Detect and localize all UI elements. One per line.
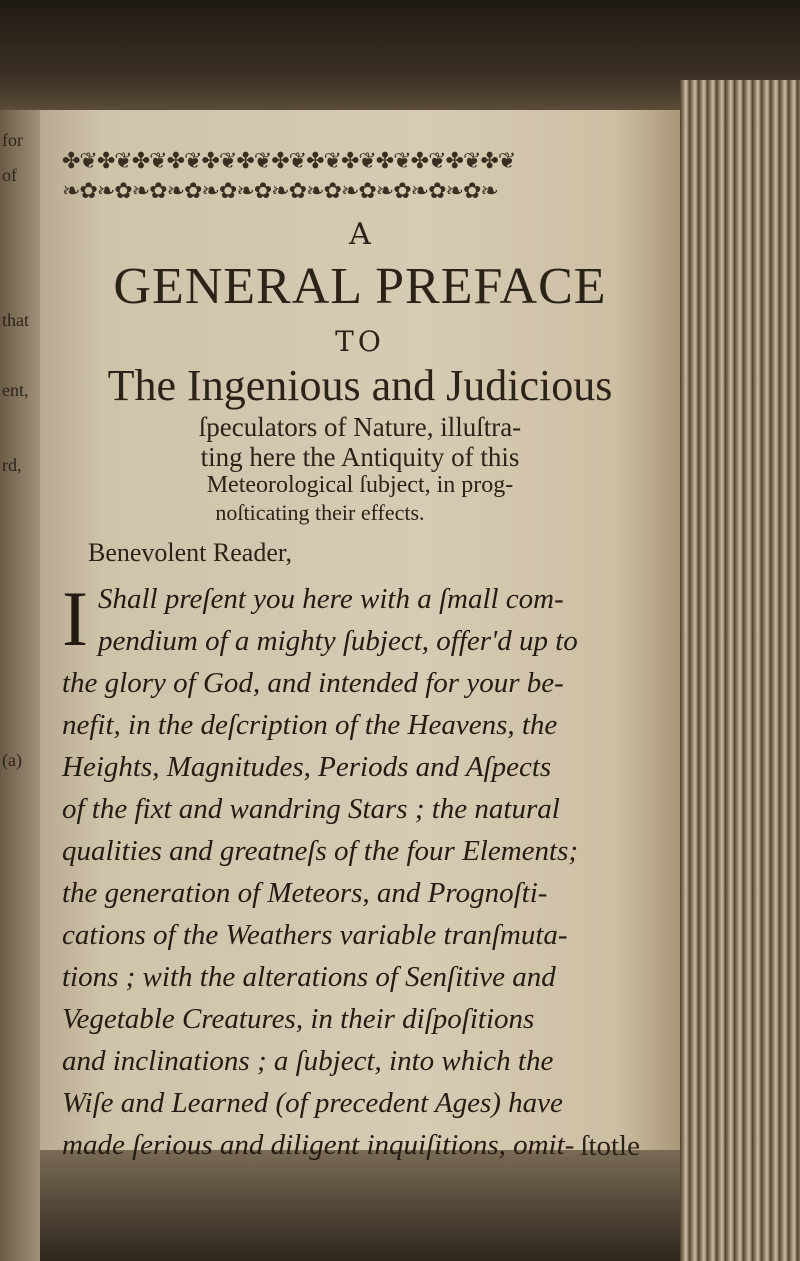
text-line: and inclinations ; a ſubject, into which the [62, 1045, 554, 1077]
body-paragraph [62, 575, 662, 1166]
book-page [40, 110, 680, 1162]
title-line: ting here the Antiquity of this [200, 442, 520, 472]
text-line: nefit, in the deſcription of the Heavens, the [62, 709, 558, 741]
margin-fragment: of [2, 165, 17, 185]
page-title: GENERAL PREFACE [113, 258, 607, 315]
margin-fragment: (a) [2, 750, 22, 770]
text-line: cations of the Weathers variable tranſmuta- [62, 919, 568, 951]
text-line: of the fixt and wandring Stars ; the natural [62, 793, 560, 825]
text-line: Vegetable Creatures, in their diſpoſitions [62, 1003, 535, 1035]
margin-fragment: for [2, 130, 23, 150]
salutation: Benevolent Reader, [88, 538, 292, 567]
title-line: ſpeculators of Nature, illuſtra- [198, 412, 522, 442]
page-bottom-shadow [40, 1150, 680, 1261]
ornament-band-bottom: ❧✿❧✿❧✿❧✿❧✿❧✿❧✿❧✿❧✿❧✿❧✿❧✿❧ [62, 180, 498, 204]
text-line: qualities and greatneſs of the four Elements; [62, 835, 579, 867]
drop-cap: I [62, 575, 88, 662]
book-edge [680, 80, 800, 1261]
margin-fragment: ent, [2, 380, 29, 400]
margin-fragment: that [2, 310, 29, 330]
text-line: tions ; with the alterations of Senſitive and [62, 961, 556, 993]
text-line: pendium of a mighty ſubject, offer'd up to [97, 625, 578, 657]
text-line: made ſerious and diligent inquiſitions, omit- [62, 1129, 575, 1161]
title-line: Meteorological ſubject, in prog- [206, 472, 514, 498]
ornament-band-top: ✤❦✤❦✤❦✤❦✤❦✤❦✤❦✤❦✤❦✤❦✤❦✤❦✤❦ [62, 150, 516, 174]
title-addressee: The Ingenious and Judicious [107, 361, 613, 410]
text-line: the glory of God, and intended for your be- [62, 667, 564, 699]
text-line: Heights, Magnitudes, Periods and Aſpects [62, 751, 552, 783]
title-line: noſticating their effects. [215, 500, 425, 525]
title-article: A [349, 217, 371, 252]
title-to: TO [335, 325, 385, 358]
text-line: the generation of Meteors, and Prognoſti- [62, 877, 548, 909]
text-line: Shall preſent you here with a ſmall com- [97, 583, 564, 615]
previous-page-margin [0, 110, 40, 1261]
catchword: ſtotle [580, 1130, 640, 1162]
text-line: Wiſe and Learned (of precedent Ages) have [62, 1087, 563, 1119]
margin-fragment: rd, [2, 455, 22, 475]
